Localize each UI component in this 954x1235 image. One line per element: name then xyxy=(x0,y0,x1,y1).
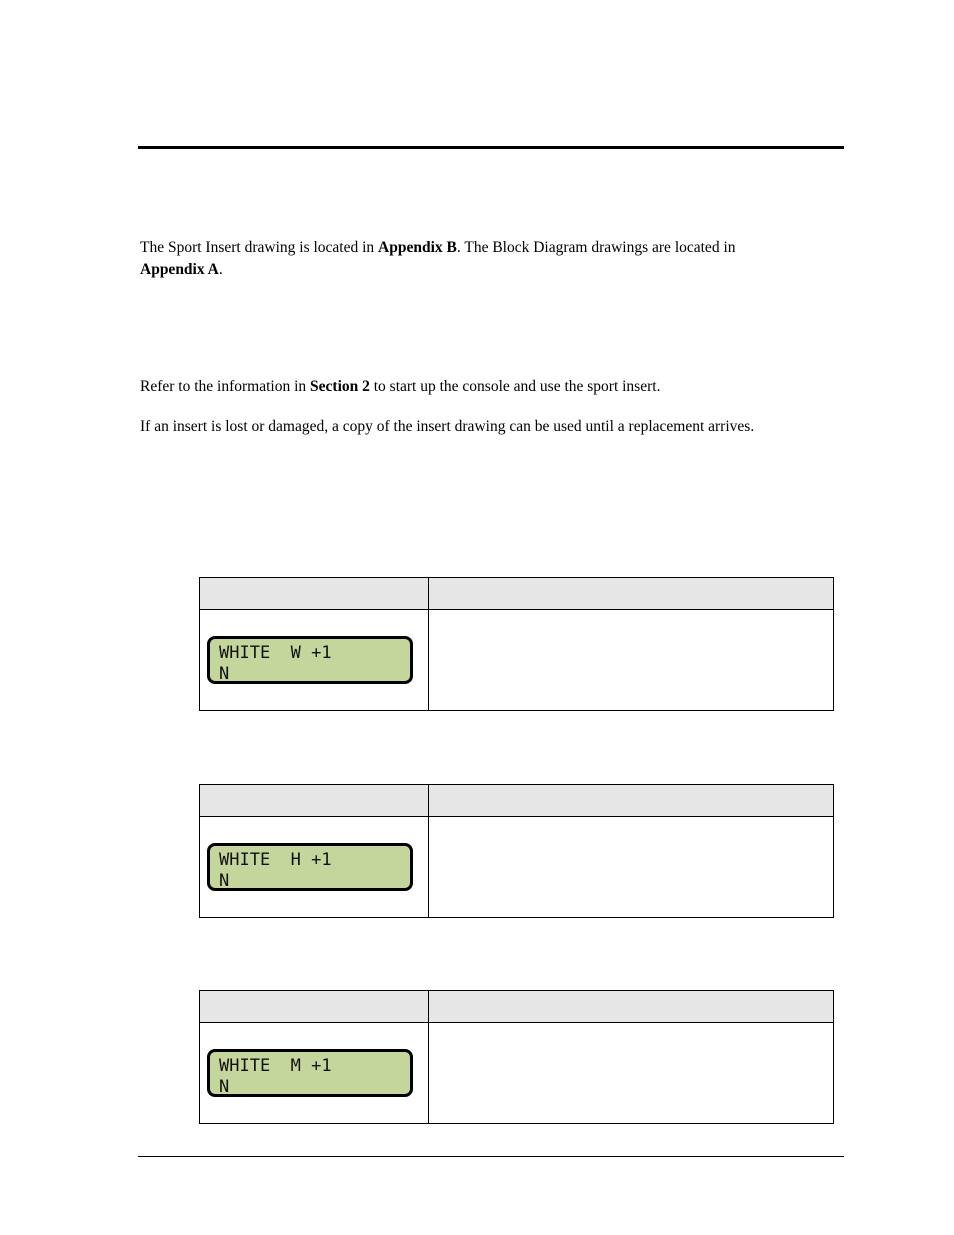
table-header-cell xyxy=(429,578,834,610)
table-header-cell xyxy=(200,991,429,1023)
lcd-display: WHITE W +1 N xyxy=(207,636,413,684)
table-header-cell xyxy=(200,785,429,817)
table-header-cell xyxy=(429,785,834,817)
display-table-1 xyxy=(199,577,834,711)
lcd-display: WHITE H +1 N xyxy=(207,843,413,891)
lcd-display: WHITE M +1 N xyxy=(207,1049,413,1097)
lcd-cell xyxy=(200,610,429,711)
lcd-cell xyxy=(200,1023,429,1124)
display-table-3 xyxy=(199,990,834,1124)
display-table-2 xyxy=(199,784,834,918)
table-header-cell xyxy=(429,991,834,1023)
paragraph-insert-location: The Sport Insert drawing is located in Appendix B. The Block Diagram drawings are located in Appendix A. xyxy=(140,239,736,278)
description-cell xyxy=(429,610,834,711)
header-rule xyxy=(138,146,844,149)
paragraph-lost-insert: If an insert is lost or damaged, a copy of the insert drawing can be used until a replacement arrives. xyxy=(140,418,755,435)
lcd-cell xyxy=(200,817,429,918)
table-header-cell xyxy=(200,578,429,610)
description-cell xyxy=(429,1023,834,1124)
footer-rule xyxy=(138,1156,844,1157)
paragraph-startup: Refer to the information in Section 2 to start up the console and use the sport insert. xyxy=(140,378,661,395)
description-cell xyxy=(429,817,834,918)
